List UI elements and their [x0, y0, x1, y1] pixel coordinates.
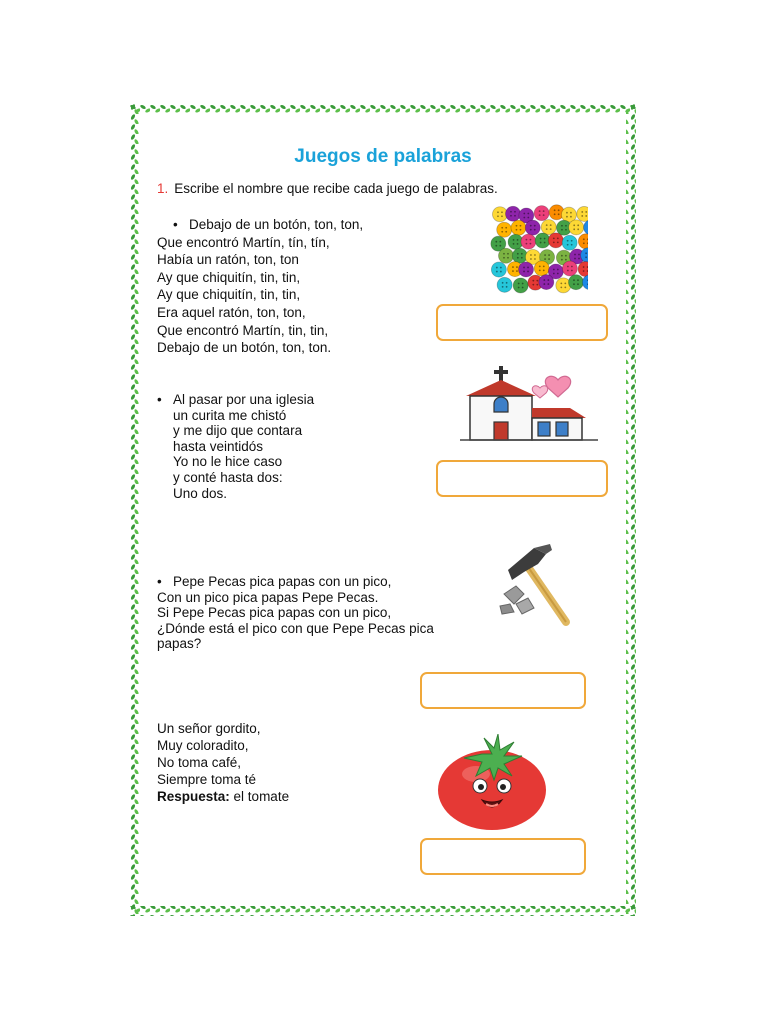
answer-line [157, 788, 289, 805]
button-dot [534, 206, 549, 221]
hammer-icon [494, 542, 576, 633]
poem-line: Debajo de un botón, ton, ton. [157, 340, 332, 356]
answer-box-1[interactable] [436, 304, 608, 341]
poem-line: hasta veintidós [173, 438, 264, 454]
bullet: • [173, 217, 178, 232]
button-dot [582, 275, 588, 290]
poem-line: Que encontró Martín, tin, tin, [157, 322, 329, 338]
button-dot [513, 278, 528, 293]
poem-line: y me dijo que contara [173, 423, 303, 439]
poem-line: No toma café, [157, 755, 242, 770]
instruction-number: 1. [157, 181, 169, 196]
poem-3 [157, 574, 434, 652]
button-dot [584, 220, 588, 235]
instruction [157, 181, 498, 196]
page-title: Juegos de palabras [294, 146, 472, 167]
button-dot [511, 220, 526, 235]
instruction-text: Escribe el nombre que recibe cada juego de palabras. [174, 181, 498, 196]
answer-value: el tomate [233, 789, 290, 804]
button-dot [548, 233, 563, 248]
poem-line: Debajo de un botón, ton, ton, [189, 217, 364, 232]
poem-line: Ay que chiquitín, tin, tin, [157, 287, 301, 303]
button-dot [541, 220, 556, 235]
poem-line: ¿Dónde está el pico con que Pepe Pecas pica [157, 620, 434, 636]
poem-line: Si Pepe Pecas pica papas con un pico, [157, 605, 392, 621]
button-dot [562, 235, 577, 250]
button-dot [562, 261, 577, 276]
button-dot [525, 220, 540, 235]
poem-line: y conté hasta dos: [173, 469, 283, 485]
poem-line: Ay que chiquitín, tin, tin, [157, 269, 301, 285]
bullet: • [157, 392, 162, 407]
poem-line: Que encontró Martín, tín, tín, [157, 234, 330, 250]
poem-line: papas? [157, 636, 202, 652]
answer-box-3[interactable] [420, 672, 586, 709]
answer-label: Respuesta: [157, 789, 230, 804]
button-dot [505, 206, 520, 221]
poem-4 [157, 720, 289, 805]
button-dot [577, 206, 588, 221]
button-dot [512, 248, 527, 263]
answer-box-4[interactable] [420, 838, 586, 875]
button-dot [497, 222, 512, 237]
button-dot [569, 220, 584, 235]
poem-line: Yo no le hice caso [173, 454, 283, 470]
tomato-icon [436, 734, 548, 837]
poem-1 [157, 216, 363, 357]
button-dot [539, 275, 554, 290]
poem-line: Era aquel ratón, ton, ton, [157, 304, 306, 320]
poem-line: Con un pico pica papas Pepe Pecas. [157, 589, 379, 605]
button-dot [535, 233, 550, 248]
poem-line: Muy coloradito, [157, 738, 249, 753]
button-dot [491, 262, 506, 277]
poem-line: Un señor gordito, [157, 721, 261, 736]
button-dot [519, 262, 534, 277]
poem-line: Al pasar por una iglesia [173, 392, 315, 407]
button-dot [578, 234, 588, 249]
button-dot [534, 261, 549, 276]
poem-line: Siempre toma té [157, 772, 257, 787]
poem-line: un curita me chistó [173, 407, 287, 423]
poem-line: Había un ratón, ton, ton [157, 252, 299, 268]
poem-line: Pepe Pecas pica papas con un pico, [173, 574, 392, 589]
bullet: • [157, 574, 162, 589]
button-dot [521, 234, 536, 249]
button-dot [497, 277, 512, 292]
button-dot [568, 275, 583, 290]
poem-2 [157, 392, 314, 501]
button-dot [498, 248, 513, 263]
buttons-image [490, 204, 588, 299]
answer-box-2[interactable] [436, 460, 608, 497]
poem-line: Uno dos. [173, 485, 228, 501]
church-icon [460, 358, 600, 449]
